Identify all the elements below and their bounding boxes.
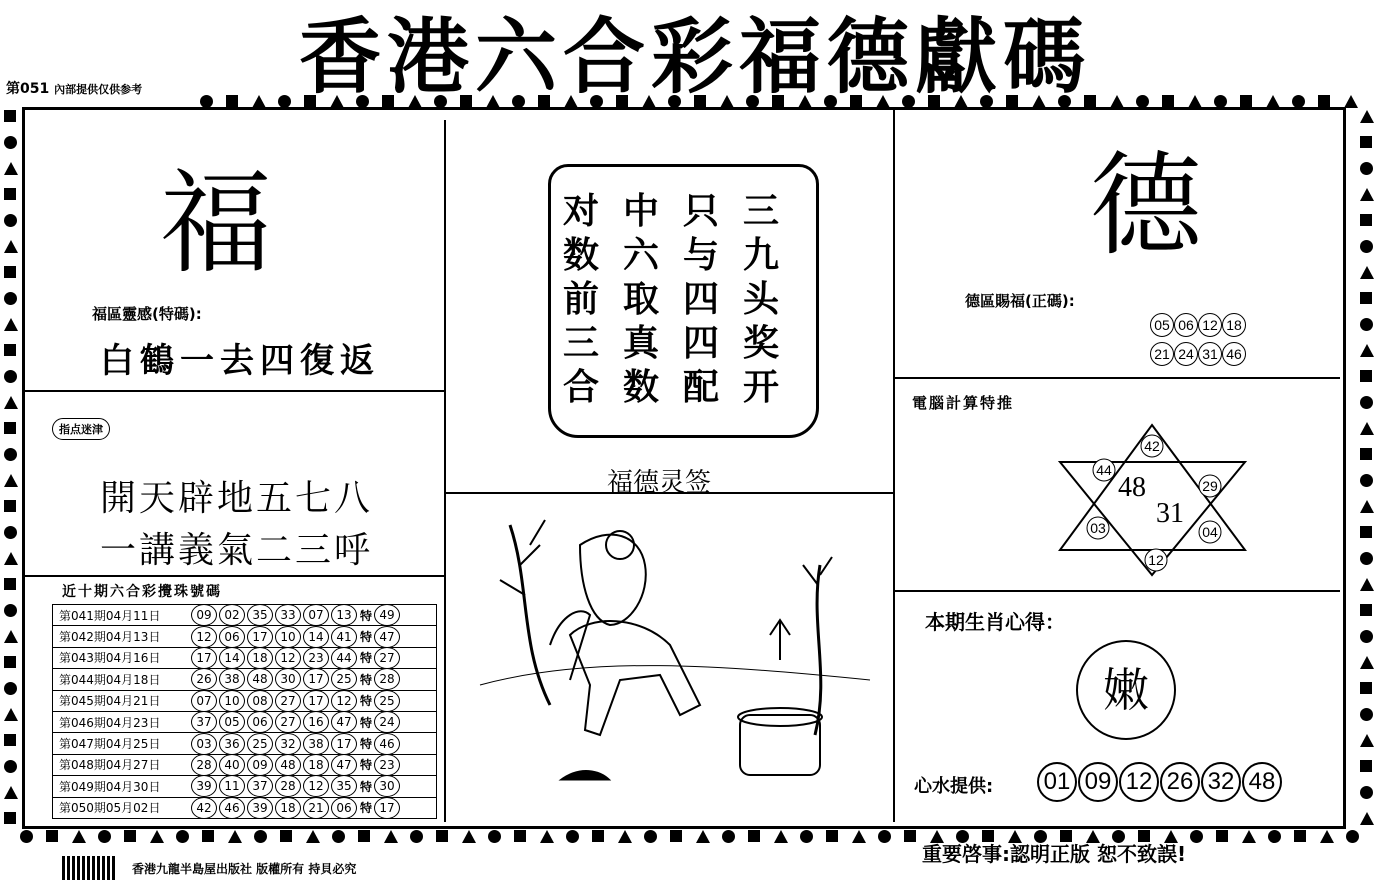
star-number: 12 (1148, 552, 1164, 568)
ball-number: 40 (219, 754, 245, 776)
border-dot (1360, 370, 1372, 382)
border-dot (1360, 604, 1372, 616)
divider (25, 390, 445, 392)
star-diagram (1050, 420, 1255, 580)
border-dot (1360, 110, 1374, 123)
table-row (53, 648, 436, 669)
border-dot (1360, 760, 1372, 772)
star-number: 42 (1144, 438, 1160, 454)
ball-number: 09 (191, 604, 217, 626)
ball-number: 37 (247, 775, 273, 797)
special-label: 特 (360, 737, 373, 752)
border-dot (1242, 830, 1256, 843)
border-dot (1190, 830, 1203, 843)
ball-number: 16 (303, 711, 329, 733)
ball-number: 48 (247, 668, 273, 690)
border-dot (4, 136, 17, 149)
border-dot (1318, 95, 1330, 107)
ball-number: 02 (219, 604, 245, 626)
special-ball: 24 (374, 711, 400, 733)
pick-number: 12 (1119, 762, 1159, 802)
ball-number: 46 (219, 797, 245, 819)
border-dot (4, 370, 17, 383)
border-dot (566, 830, 579, 843)
pick-number: 09 (1078, 762, 1118, 802)
special-ball: 49 (374, 604, 400, 626)
ball-number: 41 (331, 626, 357, 648)
draw-label: 第050期05月02日 (59, 801, 161, 816)
border-dot (4, 240, 18, 253)
border-dot (46, 830, 58, 842)
special-label: 特 (360, 630, 373, 645)
fu-label: 福區靈感(特碼): (92, 305, 202, 323)
border-dot (618, 830, 632, 843)
ball-number: 12 (275, 647, 301, 669)
border-dot (826, 830, 838, 842)
border-dot (1216, 830, 1228, 842)
border-dot (4, 812, 16, 824)
border-dot (4, 708, 18, 721)
border-dot (1360, 656, 1374, 669)
ball-number: 48 (275, 754, 301, 776)
border-dot (150, 830, 164, 843)
ball-number: 12 (303, 775, 329, 797)
border-dot (514, 830, 526, 842)
special-label: 特 (360, 758, 373, 773)
border-dot (644, 830, 657, 843)
hint-badge: 指点迷津 (52, 418, 110, 440)
ball-number: 08 (247, 690, 273, 712)
fu-phrase: 白鶴一去四復返 (100, 341, 380, 381)
border-dot (306, 830, 320, 843)
ball-number: 17 (303, 690, 329, 712)
border-dot (722, 830, 735, 843)
border-dot (774, 830, 788, 843)
de-number: 21 (1150, 342, 1174, 366)
ball-number: 21 (303, 797, 329, 819)
special-label: 特 (360, 608, 373, 623)
divider (893, 110, 895, 822)
draw-label: 第041期04月11日 (59, 608, 161, 623)
border-dot (4, 500, 16, 512)
ball-number: 39 (247, 797, 273, 819)
de-number: 12 (1198, 313, 1222, 337)
ball-number: 28 (191, 754, 217, 776)
special-ball: 23 (374, 754, 400, 776)
border-dot (1320, 830, 1334, 843)
border-dot (878, 830, 891, 843)
border-dot (904, 830, 916, 842)
border-dot (4, 344, 16, 356)
special-label: 特 (360, 779, 373, 794)
ball-number: 06 (331, 797, 357, 819)
history-title: 近十期六合彩攪珠號碼 (62, 584, 222, 600)
ball-number: 25 (247, 733, 273, 755)
ball-number: 39 (191, 775, 217, 797)
ball-number: 37 (191, 711, 217, 733)
scroll-caption: 福德灵签 (607, 468, 712, 498)
ball-number: 30 (275, 668, 301, 690)
table-row (53, 733, 436, 754)
table-row (53, 691, 436, 712)
divider (895, 377, 1340, 379)
de-number: 06 (1174, 313, 1198, 337)
border-dot (20, 830, 33, 843)
ball-number: 14 (219, 647, 245, 669)
border-dot (1360, 344, 1374, 357)
table-row (53, 605, 436, 626)
scroll-poem (548, 164, 819, 438)
border-dot (358, 830, 370, 842)
border-dot (1360, 188, 1374, 201)
scroll-column: 三九头奖开 (742, 190, 779, 408)
notice-text: 重要啓事:認明正版 恕不致誤! (922, 842, 1187, 866)
border-dot (1268, 830, 1281, 843)
ball-number: 13 (331, 604, 357, 626)
border-dot (4, 318, 18, 331)
table-row (53, 626, 436, 647)
border-dot (1360, 786, 1373, 799)
border-dot (228, 830, 242, 843)
border-dot (1360, 266, 1374, 279)
border-dot (280, 830, 292, 842)
pick-number: 26 (1160, 762, 1200, 802)
border-dot (1360, 162, 1373, 175)
border-dot (696, 830, 710, 843)
special-label: 特 (360, 672, 373, 687)
draw-label: 第046期04月23日 (59, 715, 161, 730)
table-row (53, 755, 436, 776)
ball-number: 26 (191, 668, 217, 690)
ball-number: 14 (303, 626, 329, 648)
star-center-number: 31 (1156, 498, 1184, 529)
ball-number: 27 (275, 711, 301, 733)
draw-label: 第045期04月21日 (59, 694, 161, 709)
special-label: 特 (360, 651, 373, 666)
ball-number: 36 (219, 733, 245, 755)
special-ball: 17 (374, 797, 400, 819)
border-dot (4, 422, 16, 434)
border-dot (4, 448, 17, 461)
de-numbers-row (1150, 342, 1246, 366)
illustration-rider (470, 505, 880, 810)
computer-label: 電腦計算特推 (912, 394, 1015, 412)
border-dot (1360, 630, 1373, 643)
border-dot (4, 552, 18, 565)
border-dot (1360, 318, 1373, 331)
border-dot (4, 630, 18, 643)
zodiac-label: 本期生肖心得： (925, 610, 1065, 634)
star-number: 44 (1096, 462, 1112, 478)
border-dot (1360, 396, 1373, 409)
special-label: 特 (360, 694, 373, 709)
special-ball: 47 (374, 626, 400, 648)
issue-note: 內部提供仅供参考 (54, 83, 143, 96)
border-dot (1360, 526, 1372, 538)
border-dot (1360, 708, 1373, 721)
ball-number: 28 (275, 775, 301, 797)
table-row (53, 669, 436, 690)
border-dot (1360, 552, 1373, 565)
border-dot (1360, 240, 1373, 253)
border-dot (1360, 136, 1372, 148)
border-dot (4, 474, 18, 487)
de-numbers-row (1150, 313, 1246, 337)
border-dot (1360, 682, 1372, 694)
ball-number: 47 (331, 711, 357, 733)
ball-number: 17 (191, 647, 217, 669)
star-number: 03 (1090, 520, 1106, 536)
border-dot (1360, 578, 1374, 591)
border-dot (1360, 734, 1374, 747)
table-row (53, 712, 436, 733)
ball-number: 35 (247, 604, 273, 626)
scroll-column: 只与四四配 (682, 190, 719, 408)
ball-number: 06 (219, 626, 245, 648)
border-dot (332, 830, 345, 843)
picks-row (1037, 762, 1283, 802)
border-dot (592, 830, 604, 842)
de-number: 24 (1174, 342, 1198, 366)
border-dot (852, 830, 866, 843)
ball-number: 10 (219, 690, 245, 712)
border-dot (1360, 448, 1372, 460)
ball-number: 33 (275, 604, 301, 626)
special-ball: 25 (374, 690, 400, 712)
border-dot (254, 830, 267, 843)
zodiac-character: 嫩 (1076, 640, 1176, 740)
border-dot (4, 188, 16, 200)
border-dot (1360, 812, 1374, 825)
ball-number: 03 (191, 733, 217, 755)
special-ball: 27 (374, 647, 400, 669)
border-dot (4, 110, 16, 122)
ball-number: 23 (303, 647, 329, 669)
border-dot (4, 526, 17, 539)
pick-number: 01 (1037, 762, 1077, 802)
border-dot (1346, 830, 1359, 843)
border-dot (4, 396, 18, 409)
border-dot (748, 830, 760, 842)
ball-number: 12 (331, 690, 357, 712)
border-dot (436, 830, 448, 842)
draw-label: 第048期04月27日 (59, 758, 161, 773)
special-ball: 46 (374, 733, 400, 755)
ball-number: 17 (247, 626, 273, 648)
history-table (52, 604, 437, 819)
ball-number: 11 (219, 775, 245, 797)
border-dot (4, 734, 16, 746)
border-dot (1344, 95, 1358, 108)
divider (444, 120, 446, 822)
barcode (62, 856, 117, 880)
border-dot (4, 266, 16, 278)
ball-number: 17 (331, 733, 357, 755)
border-dot (488, 830, 501, 843)
table-row (53, 776, 436, 797)
ball-number: 18 (275, 797, 301, 819)
border-dot (4, 760, 17, 773)
star-number: 04 (1202, 524, 1218, 540)
fu-character: 福 (160, 159, 272, 289)
de-character: 德 (1090, 141, 1202, 271)
border-dot (1360, 474, 1373, 487)
ball-number: 25 (331, 668, 357, 690)
scroll-column: 中六取真数 (622, 190, 659, 408)
ball-number: 07 (191, 690, 217, 712)
pick-number: 32 (1201, 762, 1241, 802)
ball-number: 07 (303, 604, 329, 626)
ball-number: 10 (275, 626, 301, 648)
hint-line-1: 開天辟地五七八 (100, 478, 374, 519)
draw-label: 第043期04月16日 (59, 651, 161, 666)
draw-label: 第047期04月25日 (59, 737, 161, 752)
border-dot (670, 830, 682, 842)
border-dot (4, 292, 17, 305)
border-dot (124, 830, 136, 842)
border-dot (462, 830, 476, 843)
ball-number: 47 (331, 754, 357, 776)
de-number: 31 (1198, 342, 1222, 366)
special-ball: 30 (374, 775, 400, 797)
divider (895, 590, 1340, 592)
border-dot (4, 162, 18, 175)
publisher-text: 香港九龍半島屋出版社 版權所有 持貝必究 (132, 862, 357, 876)
hint-line-2: 一講義氣二三呼 (100, 530, 374, 571)
ball-number: 12 (191, 626, 217, 648)
border-dot (800, 830, 813, 843)
ball-number: 06 (247, 711, 273, 733)
star-center-number: 48 (1118, 472, 1146, 503)
de-label: 德區賜福(正碼): (965, 292, 1075, 310)
ball-number: 09 (247, 754, 273, 776)
border-dot (72, 830, 86, 843)
ball-number: 38 (219, 668, 245, 690)
special-label: 特 (360, 801, 373, 816)
ball-number: 32 (275, 733, 301, 755)
border-dot (540, 830, 554, 843)
border-dot (1294, 830, 1306, 842)
ball-number: 44 (331, 647, 357, 669)
border-dot (1360, 292, 1372, 304)
picks-label: 心水提供: (914, 776, 994, 797)
border-dot (410, 830, 423, 843)
de-number: 46 (1222, 342, 1246, 366)
ball-number: 18 (303, 754, 329, 776)
border-dot (4, 656, 16, 668)
border-dot (1360, 500, 1374, 513)
draw-label: 第042期04月13日 (59, 630, 161, 645)
border-dot (1360, 422, 1374, 435)
draw-label: 第044期04月18日 (59, 672, 161, 687)
ball-number: 05 (219, 711, 245, 733)
special-label: 特 (360, 715, 373, 730)
border-dot (1360, 214, 1372, 226)
border-dot (4, 786, 18, 799)
border-dot (4, 578, 16, 590)
border-dot (4, 682, 17, 695)
ball-number: 35 (331, 775, 357, 797)
de-number: 05 (1150, 313, 1174, 337)
star-number: 29 (1202, 478, 1218, 494)
border-dot (1240, 95, 1252, 107)
issue-number (6, 78, 142, 98)
ball-number: 17 (303, 668, 329, 690)
issue-label: 第051 (6, 81, 50, 97)
border-dot (98, 830, 111, 843)
border-dot (176, 830, 189, 843)
de-number: 18 (1222, 313, 1246, 337)
ball-number: 18 (247, 647, 273, 669)
border-dot (384, 830, 398, 843)
special-ball: 28 (374, 668, 400, 690)
table-row (53, 798, 436, 818)
divider (25, 575, 445, 577)
scroll-column: 对数前三合 (562, 190, 599, 408)
ball-number: 42 (191, 797, 217, 819)
pick-number: 48 (1242, 762, 1282, 802)
border-dot (4, 604, 17, 617)
ball-number: 38 (303, 733, 329, 755)
border-dot (202, 830, 214, 842)
draw-label: 第049期04月30日 (59, 779, 161, 794)
page-title: 香港六合彩福德獻碼 (298, 10, 1091, 105)
ball-number: 27 (275, 690, 301, 712)
border-dot (4, 214, 17, 227)
